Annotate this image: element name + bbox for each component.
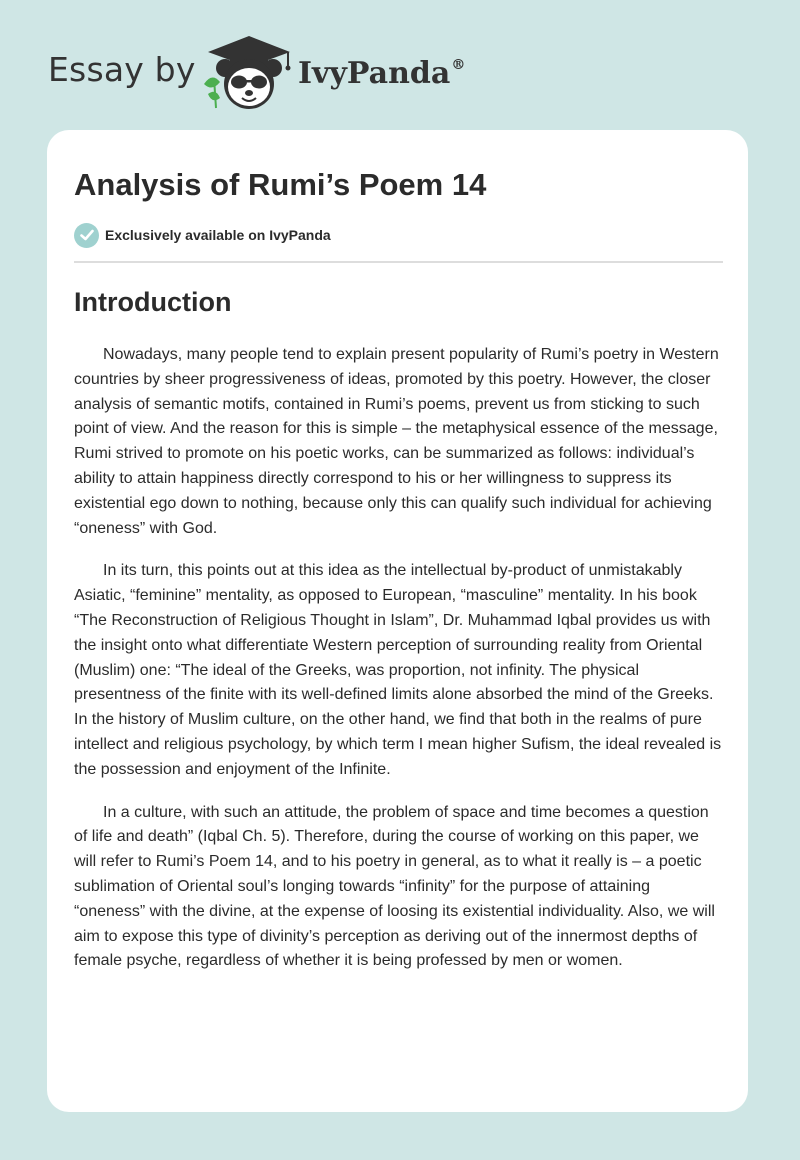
paragraph: In its turn, this points out at this idea as the intellectual by-product of unmistakably Asiatic, “feminine” mentality, as opposed to European, “masculine” mentality. In his book “The Reconstruction of Religious Thought in Islam”, Dr. Muhammad Iqbal provides us with the insight onto what differentiate Western perception of surrounding reality from Oriental (Muslim) one: “The ideal of the Greeks, was proportion, not infinity. The physical presentness of the finite with its well-defined limits alone absorbed the mind of the Greeks. In the history of Muslim culture, on the other hand, we find that both in the realms of pure intellect and religious psychology, by which term I mean higher Sufism, the ideal revealed is the possession and enjoyment of the Infinite. [74,562,722,778]
paragraph: Nowadays, many people tend to explain present popularity of Rumi’s poetry in Western countries by sheer progressiveness of ideas, promoted by this poetry. However, the closer analysis of semantic motifs, contained in Rumi’s poems, prevent us from sticking to such point of view. And the reason for this is simple – the metaphysical essence of the message, Rumi strived to promote on his poetic works, can be summarized as follows: individual’s ability to attain happiness directly correspond to his or her willingness to suppress its existential ego down to nothing, because only this can qualify such individual for achieving “oneness” with God. [74,346,719,537]
brand-text: IvyPanda [298,56,451,91]
page-title: Analysis of Rumi’s Poem 14 [74,167,487,202]
essay-by-label: Essay by [48,50,196,89]
graduate-panda-icon[interactable] [202,34,296,112]
article-body [74,343,724,992]
leaf-icon [204,77,220,108]
divider [74,261,723,263]
registered-mark: ® [451,57,466,73]
article-card [47,130,748,1112]
check-circle-icon [74,223,99,248]
section-heading: Introduction [74,287,232,317]
site-header [48,34,508,114]
paragraph: In a culture, with such an attitude, the problem of space and time becomes a question of life and death” (Iqbal Ch. 5). Therefore, during the course of working on this paper, we will refer to Rumi’s Poem 14, and to his poetry in general, as to what it really is – a poetic sublimation of Oriental soul’s longing towards “infinity” for the purpose of attaining “oneness” with the divine, at the expense of loosing its existential individuality. Also, we will aim to expose this type of divinity’s perception as deriving out of the innermost depths of female psyche, regardless of whether it is being professed by men or women. [74,803,715,970]
exclusive-badge [74,222,331,248]
brand-name[interactable] [298,56,465,91]
badge-label: Exclusively available on IvyPanda [105,227,331,243]
